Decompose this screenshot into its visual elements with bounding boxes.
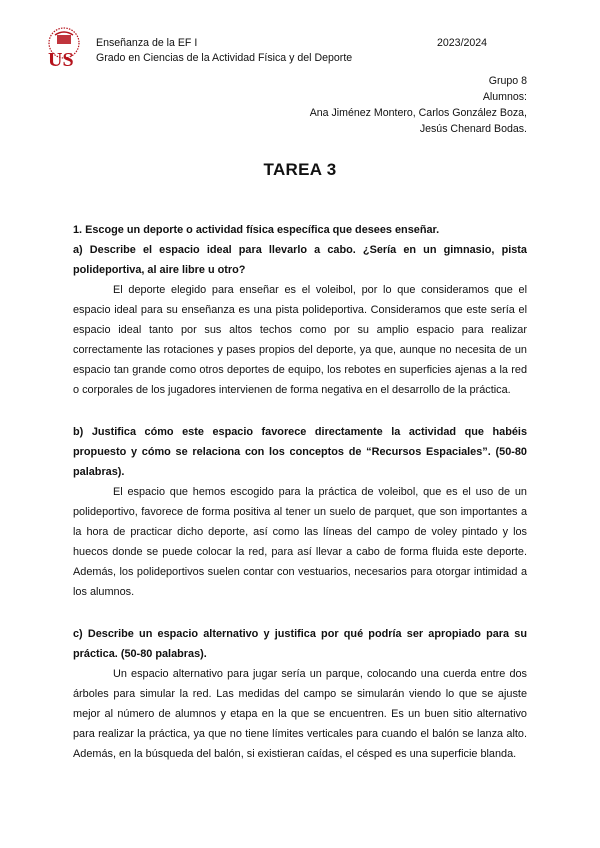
answer-a: El deporte elegido para enseñar es el voleibol, por lo que consideramos que el espacio ideal para su enseñanza es una pista polideportiva. Consideramos que este sería el espacio ideal tanto por sus altos techos como por su amplio espacio para realizar correctamente las rotaciones y pases propios del deporte, ya que, aunque no necesita de un espacio tan grande como otros deportes de equipo, los rebotes en superficies ajenas a la red o corporales de los jugadores intervienen de forma negativa en el desarrollo de la práctica. <box>73 284 527 396</box>
question-b: b) Justifica cómo este espacio favorece directamente la actividad que habéis propuesto y cómo se relaciona con los conceptos de “Recursos Espaciales”. (50-80 palabras). <box>73 426 527 478</box>
answer-b: El espacio que hemos escogido para la práctica de voleibol, que es el uso de un polideportivo, favorece de forma positiva al tener un suelo de parquet, que son importantes a la hora de practicar dicho deporte, así como las líneas del campo de voley pintado y los huecos donde se puede colocar la red, para así llevar a cabo de forma fluida este deporte. Además, los polideportivos suelen contar con vestuarios, necesarios para otorgar intimidad a los alumnos. <box>73 486 527 598</box>
question-c: c) Describe un espacio alternativo y justifica por qué podría ser apropiado para su práctica. (50-80 palabras). <box>73 628 527 660</box>
logo-letters: US <box>48 49 74 70</box>
degree-name: Grado en Ciencias de la Actividad Física y del Deporte <box>96 52 353 64</box>
group-label: Grupo 8 <box>488 75 527 87</box>
authors-line-2: Jesús Chenard Bodas. <box>419 123 527 135</box>
page-title: TAREA 3 <box>263 160 337 179</box>
academic-year: 2023/2024 <box>437 37 488 49</box>
students-label: Alumnos: <box>482 91 527 103</box>
question-1: 1. Escoge un deporte o actividad física específica que desees enseñar. <box>73 224 440 236</box>
authors-block <box>310 73 527 137</box>
authors-line-1: Ana Jiménez Montero, Carlos González Boza, <box>309 107 527 119</box>
answer-c: Un espacio alternativo para jugar sería un parque, colocando una cuerda entre dos árboles para simular la red. Las medidas del campo se simularán viendo lo que se ajuste mejor al número de alumnos y etapa en la que se encuentren. Es un buen sitio alternativo para realizar la práctica, ya que no tiene límites verticales para cuando el balón se lanza alto. Además, en la búsqueda del balón, si existieran caídas, el césped es una superficie blanda. <box>73 668 527 760</box>
question-a: a) Describe el espacio ideal para llevarlo a cabo. ¿Sería en un gimnasio, pista polideportiva, al aire libre u otro? <box>73 244 527 276</box>
university-logo <box>44 26 84 70</box>
course-name: Enseñanza de la EF I <box>96 37 198 49</box>
document-body <box>73 220 527 764</box>
